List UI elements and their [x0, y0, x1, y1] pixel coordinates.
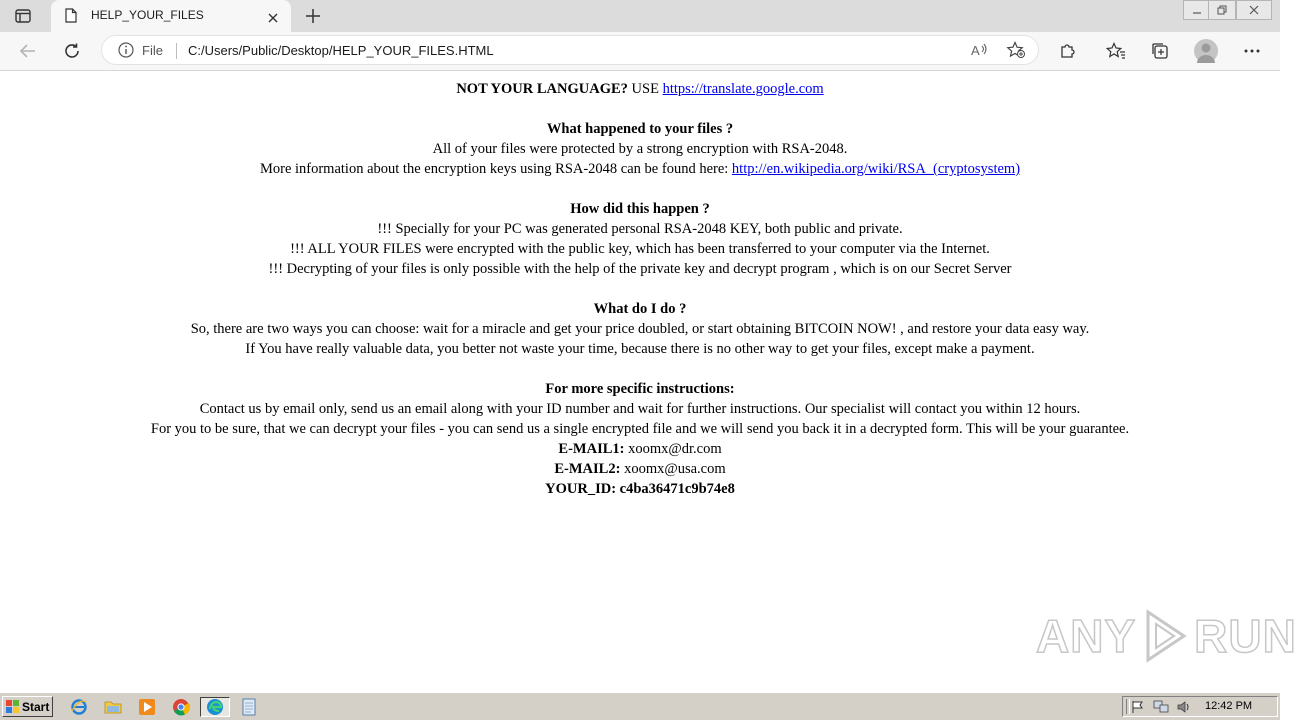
section4-line2: For you to be sure, that we can decrypt your files - you can send us a single encrypted file and we will send you back it in a decrypted form. This will be your guarantee. [150, 421, 1130, 437]
extensions-button[interactable] [1056, 40, 1080, 62]
section3-heading: What do I do ? [593, 301, 687, 317]
section1-line2-text: More information about the encryption keys using RSA-2048 can be found here: [259, 161, 732, 177]
read-aloud-icon[interactable] [970, 41, 990, 63]
section1-heading: What happened to your files ? [546, 121, 734, 137]
section3-line1: So, there are two ways you can choose: wait for a miracle and get your price doubled, or start obtaining BITCOIN NOW! , and restore your data easy way. [190, 321, 1090, 337]
edge-icon [206, 698, 224, 716]
collections-icon [1151, 42, 1169, 60]
email2-line [0, 459, 1280, 479]
close-window-button[interactable] [1236, 0, 1272, 20]
email2-value: xoomx@usa.com [620, 461, 726, 477]
restore-icon [1217, 5, 1227, 15]
puzzle-icon [1059, 42, 1077, 60]
explorer-launch[interactable] [102, 697, 124, 717]
minimize-button[interactable] [1183, 0, 1211, 20]
restore-button[interactable] [1208, 0, 1236, 20]
add-favorite-icon[interactable] [1006, 41, 1026, 63]
folder-icon [104, 699, 122, 715]
start-label: Start [22, 699, 50, 714]
taskbar [0, 692, 1280, 720]
watermark-text-right: RUN [1194, 610, 1297, 662]
address-url[interactable]: C:/Users/Public/Desktop/HELP_YOUR_FILES.HTML [188, 43, 494, 58]
language-label: NOT YOUR LANGUAGE? [456, 81, 628, 97]
back-button[interactable] [16, 40, 40, 62]
flag-icon[interactable] [1131, 699, 1145, 718]
svg-text:A: A [971, 43, 980, 58]
id-value: c4ba36471c9b74e8 [616, 481, 735, 497]
back-arrow-icon [19, 43, 37, 59]
favorites-button[interactable] [1104, 40, 1128, 62]
section4-heading: For more specific instructions: [545, 381, 735, 397]
collections-button[interactable] [1148, 40, 1172, 62]
email1-value: xoomx@dr.com [624, 441, 722, 457]
info-icon[interactable] [118, 42, 134, 62]
section2-heading: How did this happen ? [570, 201, 710, 217]
id-label: YOUR_ID: [545, 481, 617, 497]
browser-toolbar [0, 32, 1280, 71]
ransom-note-page [0, 71, 1280, 691]
section2-line2: !!! ALL YOUR FILES were encrypted with the public key, which has been transferred to your computer via the Internet. [290, 241, 990, 257]
chrome-launch[interactable] [170, 697, 192, 717]
section2-line1: !!! Specially for your PC was generated personal RSA-2048 KEY, both public and private. [377, 221, 903, 237]
translate-link[interactable]: https://translate.google.com [662, 81, 824, 97]
email2-label: E-MAIL2: [554, 461, 621, 477]
play-logo-icon [1140, 608, 1190, 664]
active-tab[interactable] [51, 0, 291, 32]
refresh-icon [63, 42, 81, 60]
section1-line2 [0, 159, 1280, 179]
plus-icon [305, 8, 321, 24]
favorites-icon [1106, 42, 1126, 60]
chrome-icon [172, 698, 190, 716]
refresh-button[interactable] [60, 40, 84, 62]
notepad-launch[interactable] [238, 697, 260, 717]
notepad-icon [240, 698, 258, 716]
internet-explorer-launch[interactable] [68, 697, 90, 717]
system-tray [1122, 696, 1278, 717]
windows-logo-icon [6, 700, 20, 713]
language-use-text: USE [627, 81, 663, 97]
new-tab-button[interactable] [302, 6, 324, 26]
section2-line3: !!! Decrypting of your files is only possible with the help of the private key and decrypt program , which is on our Secret Server [268, 261, 1012, 277]
media-player-launch[interactable] [136, 697, 158, 717]
tab-actions-icon [15, 9, 31, 23]
document-icon [65, 8, 77, 27]
settings-more-button[interactable] [1240, 40, 1264, 62]
close-icon [1249, 5, 1259, 15]
section4-line1: Contact us by email only, send us an email along with your ID number and wait for further instructions. Our specialist will contact you within 12 hours. [199, 401, 1081, 417]
tab-actions-button[interactable] [12, 6, 34, 26]
address-separator [176, 43, 177, 59]
volume-icon[interactable] [1177, 699, 1191, 718]
address-scheme-label: File [142, 43, 163, 58]
more-icon [1244, 49, 1260, 53]
watermark-text-left: ANY [1036, 610, 1137, 662]
address-bar[interactable] [101, 35, 1039, 65]
start-button[interactable] [2, 696, 53, 717]
email1-label: E-MAIL1: [558, 441, 625, 457]
section3-line2: If You have really valuable data, you better not waste your time, because there is no other way to get your files, except make a payment. [245, 341, 1035, 357]
network-icon[interactable] [1153, 699, 1169, 718]
person-icon [1194, 39, 1218, 63]
close-tab-icon[interactable] [267, 9, 279, 28]
tab-strip [0, 0, 1280, 32]
tray-divider [1126, 699, 1130, 714]
anyrun-watermark [1036, 606, 1297, 666]
wikipedia-link[interactable]: http://en.wikipedia.org/wiki/RSA_(cryptosystem) [731, 161, 1021, 177]
language-line [0, 79, 1280, 99]
edge-taskbar-button[interactable] [200, 697, 230, 717]
clock: 12:42 PM [1205, 700, 1253, 712]
internet-explorer-icon [70, 698, 88, 716]
media-player-icon [138, 698, 156, 716]
profile-avatar[interactable] [1194, 39, 1218, 63]
section1-line1: All of your files were protected by a strong encryption with RSA-2048. [432, 141, 848, 157]
id-line [0, 479, 1280, 499]
tab-title: HELP_YOUR_FILES [91, 8, 204, 22]
minimize-icon [1192, 5, 1202, 15]
email1-line [0, 439, 1280, 459]
